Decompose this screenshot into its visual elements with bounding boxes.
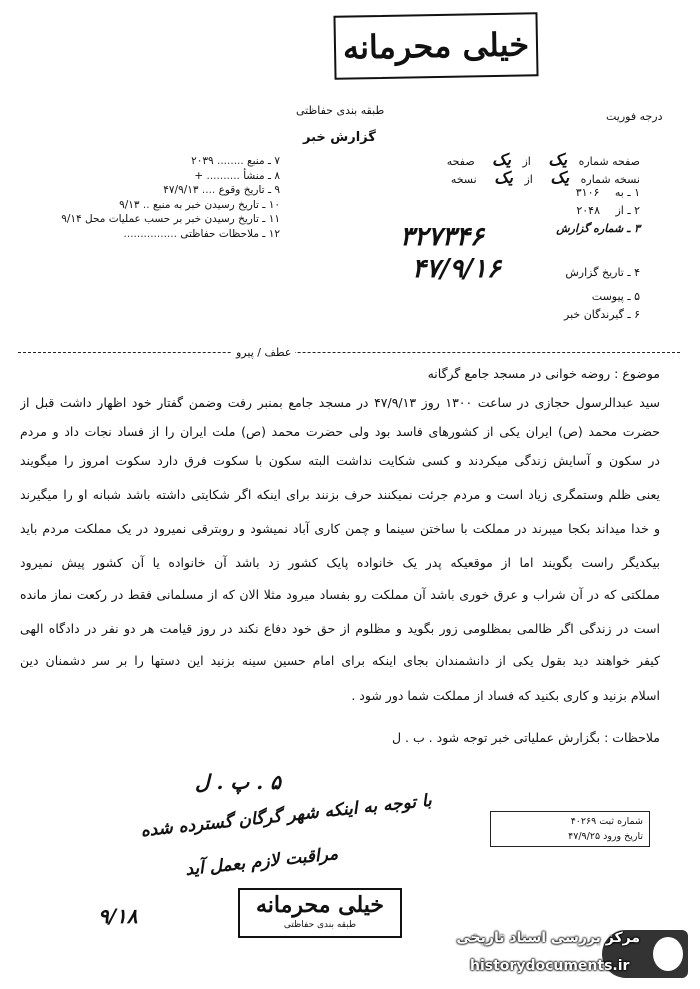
field-label: ۷ ـ منبع (247, 155, 280, 167)
field-occurrence-date (20, 183, 280, 198)
field-label: ۱۰ ـ تاریخ رسیدن خبر به منبع (152, 198, 280, 211)
field-security-notes (20, 227, 280, 242)
field-source (20, 154, 280, 169)
subject-line: موضوع : روضه خوانی در مسجد جامع گرگانه (427, 366, 660, 381)
handwritten-date: ۹/۱۸ (98, 904, 138, 928)
watermark-title: مرکز بررسی اسناد تاریخی (456, 930, 640, 946)
field-label: ۲ ـ از (615, 204, 640, 217)
field-value: ۴۷/۹/۱۳ (163, 184, 199, 196)
field-copy-number (400, 168, 640, 186)
field-value-2: یک (494, 168, 513, 187)
classification-label: طبقه بندی حفاظتی (296, 104, 385, 117)
registration-date: تاریخ ورود ۴۷/۹/۲۵ (568, 831, 643, 842)
field-report-number-value: ۳۲۷۳۴۶ (400, 222, 484, 252)
field-label: صفحه شماره (578, 155, 640, 168)
field-value: ۲۰۳۹ (191, 155, 214, 167)
field-value: + (194, 169, 204, 182)
report-title: گزارش خبر (303, 130, 376, 145)
watermark-url[interactable]: historydocuments.ir (470, 958, 630, 974)
registration-number: شماره ثبت ۴۰۲۶۹ (570, 816, 643, 827)
field-from-office (400, 204, 640, 222)
body-line: و خدا میداند بکجا میبرند در مملکت با ساختن سینما و چمن کاری آباد نمیشود و روبترقی نمیرود در یک مملکت مردم باید (20, 521, 660, 536)
field-unit: نسخه (450, 173, 477, 186)
field-value: یک (550, 168, 570, 187)
body-line: حضرت محمد (ص) ایران یکی از کشورهای فاسد بود ولی حضرت محمد (ص) ملت ایران را از فساد نجات داد و مردم (20, 424, 660, 439)
field-from: از (522, 155, 531, 168)
field-dots: ................ (123, 227, 177, 240)
field-report-date-label: ۴ ـ تاریخ گزارش (565, 266, 640, 279)
stamp-subtitle: طبقه بندی حفاظتی (283, 920, 357, 930)
body-line: است در زندگی اگر ظالمی بمظلومی زور بگوید و مظلوم از حق خود دفاع نکند در روز قیامت هر دو نفر در دادگاه الهی (20, 621, 660, 636)
field-label: ۱۱ ـ تاریخ رسیدن خبر بر حسب عملیات محل (85, 213, 280, 225)
bottom-classification-stamp (238, 888, 402, 938)
field-dots: .... (201, 184, 216, 196)
field-report-date-value: ۴۷/۹/۱۶ (412, 254, 501, 284)
field-dots: .......... (206, 169, 240, 182)
field-value: ۲۰۴۸ (576, 204, 600, 217)
priority-label: درجه فوریت (606, 110, 663, 123)
field-origin (20, 169, 280, 184)
field-value-2: یک (492, 150, 511, 169)
field-value: ۹/۱۴ (61, 213, 82, 225)
body-line: در سکون و آسایش زندگی میکردند و کسی شکایت نداشت البته سکون با سکوت فرق دارد سکوت امروز را میگویند (20, 453, 660, 468)
field-dots: .. (142, 198, 150, 211)
field-operations-date (20, 212, 280, 227)
reference-label: عطف / پیرو (232, 346, 295, 359)
field-to (400, 186, 640, 204)
handwritten-note: ۵ . پ . ل (195, 770, 281, 794)
field-label: نسخه شماره (580, 173, 640, 186)
body-line: مملکتی که در آن شراب و عرق خوری باشد آن مملکت رو بفساد میرود مثلا الان که از مسلمانی فقط در رکعت نماز مانده (20, 587, 660, 602)
archive-emblem-icon (650, 934, 686, 974)
field-value: ۹/۱۳ (119, 198, 140, 211)
stamp-text: خیلی محرمانه (255, 892, 385, 918)
body-line: سید عبدالرسول حجازی در ساعت ۱۳۰۰ روز ۴۷/۹/۱۳ در مسجد جامع بمنبر رفت وضمن گفتار خود اظهار داشت قبل از (20, 395, 660, 410)
registration-box (490, 811, 650, 847)
field-page-number (400, 150, 640, 169)
field-receipt-date (20, 198, 280, 213)
field-recipients-label: ۶ ـ گیرندگان خبر (564, 308, 640, 321)
field-from: از (524, 173, 533, 186)
field-attachment-label: ۵ ـ پیوست (591, 290, 640, 303)
field-label: ۹ ـ تاریخ وقوع (218, 184, 280, 196)
body-line: یعنی ظلم وستمگری زیاد است و مردم جرئت نمیکنند حرف بزنند برای اینکه اگر شکایتی داشته باشد شبانه او را میگیرند (20, 487, 660, 502)
left-fields (20, 154, 280, 241)
field-dots: ........ (217, 155, 244, 167)
field-report-number-label: ۳ ـ شماره گزارش (556, 222, 640, 235)
field-value: یک (548, 150, 568, 169)
top-classification-stamp: خیلی محرمانه (333, 12, 538, 80)
separator-rule (18, 352, 680, 353)
field-label: ۸ ـ منشأ (243, 169, 280, 182)
handwritten-note: با توجه به اینکه شهر گرگان گسترده شده (139, 790, 433, 842)
body-line: کیفر خواهند دید بقول یکی از دانشمندان بجای اینکه برای امام حسین سینه بزنید این دستها را بر سر دشمنان دین (20, 653, 660, 668)
field-label: ۱ ـ به (614, 186, 640, 199)
field-unit: صفحه (446, 155, 475, 168)
field-label: ۱۲ ـ ملاحظات حفاظتی (180, 227, 280, 240)
field-value: ۳۱۰۶ (575, 186, 600, 199)
body-line-last: اسلام بزنید و کاری بکنید که فساد از مملکت شما دور شود . (351, 688, 660, 703)
remarks-line: ملاحظات : بگزارش عملیاتی خبر توجه شود . ب . ل (391, 730, 660, 745)
body-line: بیکدیگر راست بگویند اما از موقعیکه پدر یک خانواده پایک کشور زد باشد آن خانواده یا آن کشور پیش نمیرود (20, 555, 660, 570)
handwritten-note: مراقبت لازم بعمل آید (184, 844, 339, 880)
right-fields (400, 150, 640, 222)
